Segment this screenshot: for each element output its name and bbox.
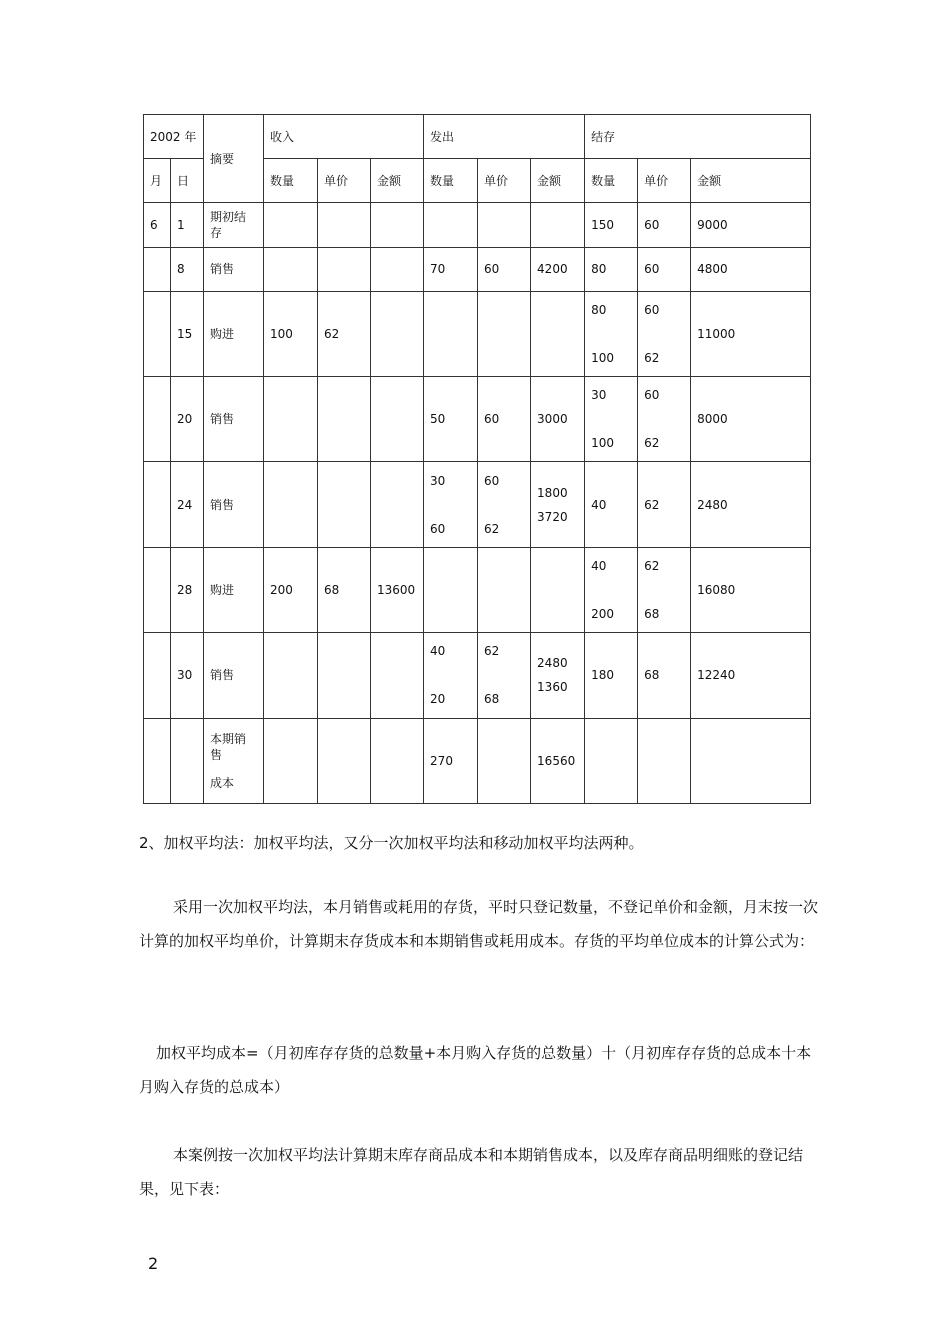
cell-out-qty: 50 <box>424 377 478 462</box>
header-income: 收入 <box>264 115 424 159</box>
cell-out-amount: 16560 <box>531 718 585 803</box>
header-issue-amount: 金额 <box>531 159 585 203</box>
paragraph-method: 采用一次加权平均法，本月销售或耗用的存货，平时只登记数量，不登记单价和金额，月末按一次计算的加权平均单价，计算期末存货成本和本期销售或耗用成本。存货的平均单位成本的计算公式为： <box>139 898 819 950</box>
cell-line: 68 <box>484 692 500 707</box>
cell-bal-amount: 11000 <box>691 291 811 376</box>
cell-line: 60 <box>644 388 660 403</box>
cell-in-price <box>318 377 371 462</box>
table-row <box>144 247 811 291</box>
cell-summary <box>204 633 264 718</box>
cell-month <box>144 291 171 376</box>
cell-out-qty <box>424 462 478 547</box>
cell-in-price <box>318 247 371 291</box>
cell-in-qty <box>264 718 318 803</box>
cell-day: 20 <box>171 377 204 462</box>
paragraph-example: 本案例按一次加权平均法计算期末库存商品成本和本期销售成本，以及库存商品明细账的登记结果，见下表： <box>139 1146 804 1198</box>
cell-bal-amount: 16080 <box>691 547 811 632</box>
cell-out-qty <box>424 203 478 247</box>
summary-text: 购进 <box>210 326 235 341</box>
cell-bal-qty: 80 <box>585 247 638 291</box>
cell-in-price <box>318 633 371 718</box>
cell-day: 28 <box>171 547 204 632</box>
cell-in-qty <box>264 633 318 718</box>
cell-line: 1360 <box>537 680 568 695</box>
table-row <box>144 547 811 632</box>
header-balance-price: 单价 <box>638 159 691 203</box>
cell-line: 40 <box>591 559 607 573</box>
cell-bal-qty <box>585 377 638 462</box>
cell-in-price: 62 <box>318 291 371 376</box>
cell-month <box>144 633 171 718</box>
summary-text: 期初结存 <box>210 209 247 240</box>
header-issue-qty: 数量 <box>424 159 478 203</box>
cell-out-price <box>478 462 531 547</box>
cell-bal-qty <box>585 547 638 632</box>
cell-line: 62 <box>644 559 660 573</box>
cell-bal-price <box>638 718 691 803</box>
cell-line: 62 <box>644 436 660 451</box>
table-row <box>144 718 811 803</box>
summary-text: 购进 <box>210 583 235 597</box>
cell-day: 8 <box>171 247 204 291</box>
cell-out-amount <box>531 203 585 247</box>
summary-text: 销售 <box>210 497 235 512</box>
cell-out-amount: 3000 <box>531 377 585 462</box>
inventory-ledger-table <box>143 114 811 804</box>
cell-line: 30 <box>591 388 607 403</box>
cell-out-amount <box>531 291 585 376</box>
cell-summary <box>204 547 264 632</box>
cell-in-amount <box>371 462 424 547</box>
cell-day: 24 <box>171 462 204 547</box>
cell-bal-qty: 40 <box>585 462 638 547</box>
table-row <box>144 203 811 247</box>
cell-out-amount <box>531 462 585 547</box>
cell-line: 100 <box>591 436 614 451</box>
cell-line: 20 <box>430 692 446 707</box>
cell-day: 30 <box>171 633 204 718</box>
cell-summary <box>204 203 264 247</box>
cell-month <box>144 718 171 803</box>
cell-summary <box>204 291 264 376</box>
cell-bal-price <box>638 547 691 632</box>
cell-line: 30 <box>430 473 446 488</box>
cell-in-qty <box>264 247 318 291</box>
cell-out-amount <box>531 547 585 632</box>
cell-in-amount <box>371 718 424 803</box>
header-day: 日 <box>171 159 204 203</box>
header-income-qty: 数量 <box>264 159 318 203</box>
page-number: 2 <box>148 1254 159 1273</box>
cell-day <box>171 718 204 803</box>
paragraph-formula: 加权平均成本=（月初库存存货的总数量+本月购入存货的总数量）十（月初库存存货的总成本十本月购入存货的总成本） <box>139 1044 812 1096</box>
summary-text: 销售 <box>210 412 235 427</box>
cell-in-amount <box>371 203 424 247</box>
header-balance: 结存 <box>585 115 811 159</box>
cell-month <box>144 547 171 632</box>
cell-bal-amount <box>691 718 811 803</box>
cell-month <box>144 462 171 547</box>
table-header-row-top <box>144 115 811 159</box>
cell-in-price <box>318 718 371 803</box>
cell-in-qty <box>264 377 318 462</box>
cell-out-amount <box>531 633 585 718</box>
cell-line: 100 <box>591 350 614 365</box>
cell-line: 62 <box>644 350 660 365</box>
header-summary: 摘要 <box>204 115 264 203</box>
cell-line: 80 <box>591 302 607 317</box>
header-balance-amount: 金额 <box>691 159 811 203</box>
cell-out-amount: 4200 <box>531 247 585 291</box>
cell-in-price: 68 <box>318 547 371 632</box>
cell-out-qty <box>424 547 478 632</box>
header-income-amount: 金额 <box>371 159 424 203</box>
cell-in-qty <box>264 462 318 547</box>
cell-line: 62 <box>484 521 500 536</box>
cell-line: 62 <box>484 644 500 659</box>
cell-line: 200 <box>591 607 614 621</box>
cell-summary <box>204 462 264 547</box>
header-issue-price: 单价 <box>478 159 531 203</box>
cell-in-qty: 100 <box>264 291 318 376</box>
cell-bal-amount: 4800 <box>691 247 811 291</box>
cell-in-amount <box>371 291 424 376</box>
cell-out-price <box>478 291 531 376</box>
cell-bal-qty <box>585 718 638 803</box>
cell-bal-price: 60 <box>638 203 691 247</box>
table-row <box>144 633 811 718</box>
cell-bal-price <box>638 377 691 462</box>
header-balance-qty: 数量 <box>585 159 638 203</box>
cell-day: 15 <box>171 291 204 376</box>
cell-bal-amount: 2480 <box>691 462 811 547</box>
cell-in-qty <box>264 203 318 247</box>
cell-out-qty <box>424 633 478 718</box>
cell-month <box>144 377 171 462</box>
summary-text: 销售 <box>210 668 235 683</box>
cell-out-price <box>478 547 531 632</box>
summary-line: 本期销售 <box>210 731 247 762</box>
cell-out-price <box>478 718 531 803</box>
cell-out-qty <box>424 291 478 376</box>
cell-summary <box>204 718 264 803</box>
cell-line: 60 <box>644 302 660 317</box>
cell-bal-amount: 9000 <box>691 203 811 247</box>
cell-line: 3720 <box>537 509 568 524</box>
cell-line: 60 <box>430 521 446 536</box>
cell-day: 1 <box>171 203 204 247</box>
cell-bal-amount: 12240 <box>691 633 811 718</box>
cell-in-amount <box>371 633 424 718</box>
table-row <box>144 377 811 462</box>
cell-out-price: 60 <box>478 247 531 291</box>
cell-bal-qty <box>585 291 638 376</box>
cell-bal-price: 60 <box>638 247 691 291</box>
cell-line: 1800 <box>537 485 568 500</box>
cell-line: 60 <box>484 473 500 488</box>
table-row <box>144 462 811 547</box>
cell-month: 6 <box>144 203 171 247</box>
cell-in-amount <box>371 247 424 291</box>
cell-line: 68 <box>644 607 660 621</box>
cell-bal-price: 62 <box>638 462 691 547</box>
cell-in-amount: 13600 <box>371 547 424 632</box>
header-year: 2002 年 <box>144 115 204 159</box>
cell-out-price <box>478 633 531 718</box>
header-issue: 发出 <box>424 115 585 159</box>
cell-line: 2480 <box>537 656 568 671</box>
cell-out-price: 60 <box>478 377 531 462</box>
cell-bal-price: 68 <box>638 633 691 718</box>
header-income-price: 单价 <box>318 159 371 203</box>
cell-line: 40 <box>430 644 446 659</box>
section-heading: 2、加权平均法：加权平均法，又分一次加权平均法和移动加权平均法两种。 <box>139 834 644 852</box>
cell-summary <box>204 377 264 462</box>
summary-text: 销售 <box>210 262 235 277</box>
cell-bal-price <box>638 291 691 376</box>
cell-in-amount <box>371 377 424 462</box>
cell-in-qty: 200 <box>264 547 318 632</box>
header-month: 月 <box>144 159 171 203</box>
cell-bal-qty: 180 <box>585 633 638 718</box>
summary-line: 成本 <box>210 775 235 790</box>
cell-out-price <box>478 203 531 247</box>
cell-month <box>144 247 171 291</box>
cell-bal-qty: 150 <box>585 203 638 247</box>
cell-summary <box>204 247 264 291</box>
cell-bal-amount: 8000 <box>691 377 811 462</box>
cell-in-price <box>318 203 371 247</box>
cell-in-price <box>318 462 371 547</box>
cell-out-qty: 270 <box>424 718 478 803</box>
cell-out-qty: 70 <box>424 247 478 291</box>
table-row <box>144 291 811 376</box>
